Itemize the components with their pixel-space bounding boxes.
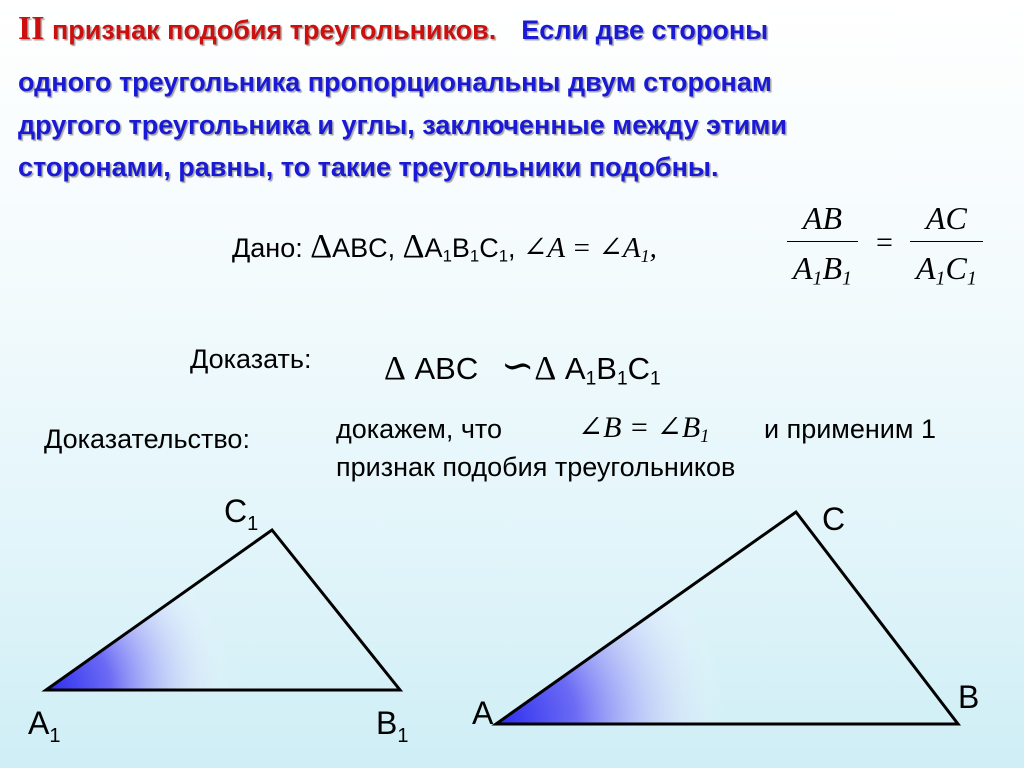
- proof-text-3: признак подобия треугольников: [336, 452, 736, 482]
- equals-sign: =: [876, 226, 893, 259]
- given-triangle-abc: ABC,: [332, 233, 396, 263]
- proof-text-2: и применим 1: [764, 414, 936, 444]
- triangle-symbol: Δ: [402, 228, 425, 265]
- vertex-label-b: B: [958, 679, 980, 715]
- given-angle-equality: ∠A = $\angle A_1$,: [523, 232, 657, 267]
- prove-label: Доказать:: [190, 344, 312, 374]
- triangle-symbol: Δ: [310, 228, 333, 265]
- triangle-symbol: Δ: [384, 350, 406, 387]
- fraction-ac-a1c1: $\frac{AC}{A_1C_1}$: [910, 200, 983, 287]
- proof-text-1: докажем, что: [336, 414, 502, 444]
- triangle-abc-fill: [496, 512, 958, 724]
- title-line-2: одного треугольника пропорциональны двум сторонам: [18, 67, 772, 97]
- vertex-label-a: A: [472, 695, 494, 731]
- vertex-label-a1: $A_1$: [28, 705, 61, 747]
- title-line-4: сторонами, равны, то такие треугольники подобны.: [18, 152, 719, 182]
- vertex-label-c1: $C_1$: [224, 493, 259, 535]
- triangle-symbol: Δ: [534, 350, 557, 387]
- vertex-label-c: C: [822, 501, 846, 537]
- title-line-3: другого треугольника и углы, заключенные между этими: [18, 110, 787, 140]
- theorem-name: признак подобия треугольников.: [51, 15, 497, 45]
- proof-angle-equality: ∠B = $\angle B_1$: [578, 411, 710, 448]
- proof-label: Доказательство:: [44, 424, 250, 454]
- theorem-text-start: Если две стороны: [521, 15, 769, 45]
- similar-symbol: ∽: [500, 343, 535, 388]
- prove-statement: Δ ABC ∽Δ $A_1B_1C_1$: [384, 343, 661, 390]
- given-row: Дано: ΔABC, $\Delta A_1B_1C_1$, ∠A = $\angle A_1$,: [232, 228, 657, 267]
- given-triangle-a1b1c1: $A_1B_1C_1$: [424, 233, 509, 266]
- given-label: Дано:: [232, 233, 303, 263]
- theorem-number: II: [18, 10, 45, 47]
- vertex-label-b1: $B_1$: [376, 705, 409, 747]
- triangle-a1b1c1-fill: [46, 530, 400, 690]
- fraction-ab-a1b1: $\frac{AB}{A_1B_1}$: [787, 200, 858, 287]
